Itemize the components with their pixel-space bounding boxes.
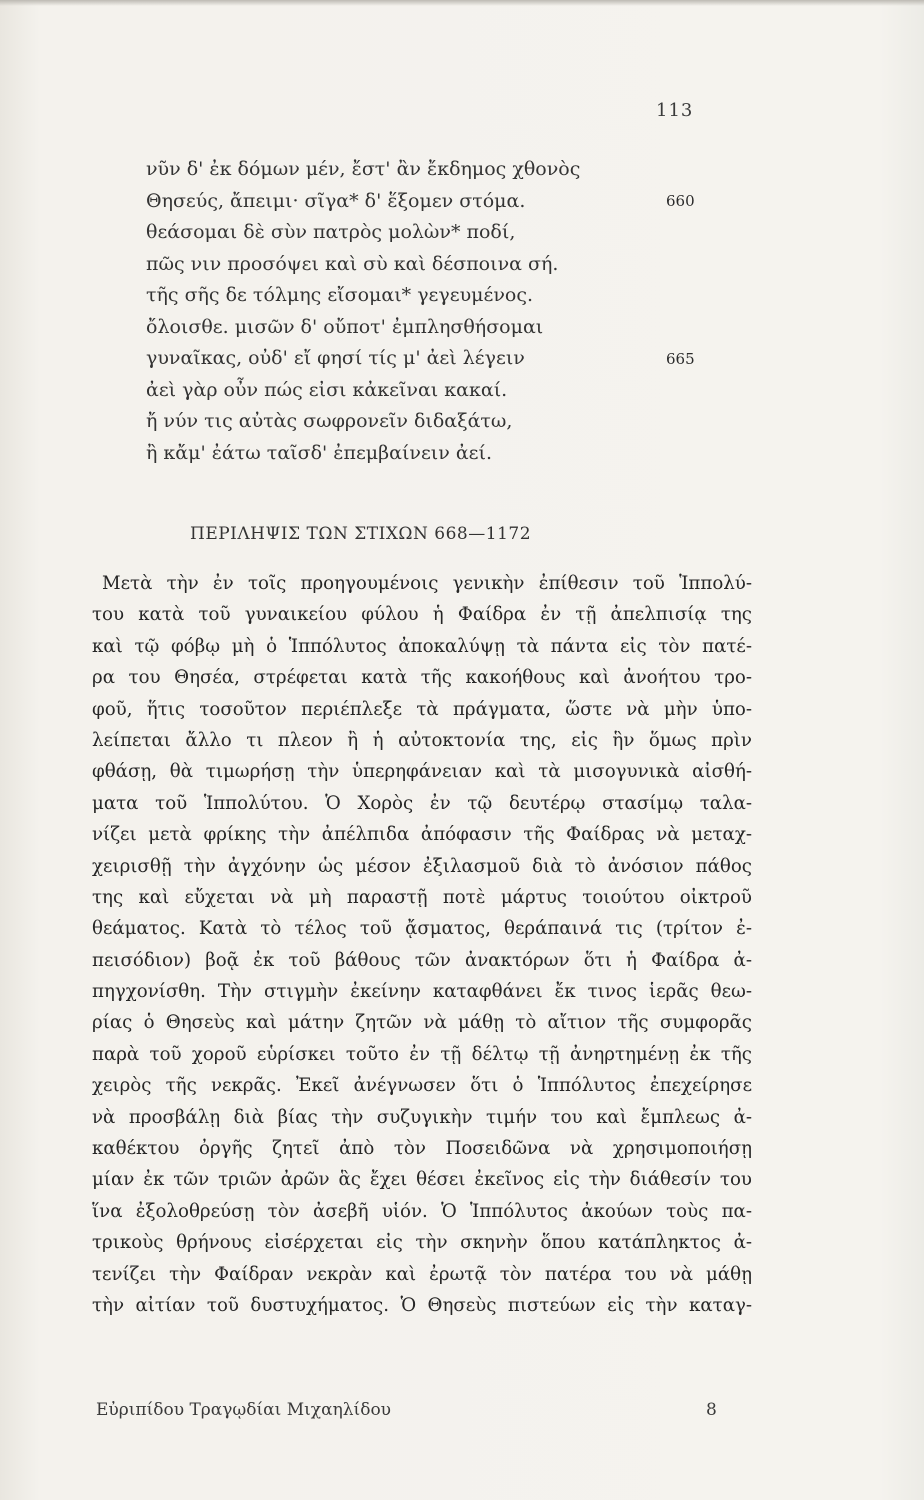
prose-line: Μετὰ τὴν ἐν τοῖς προηγουμένοις γενικὴν ἐπίθεσιν τοῦ Ἱππολύ- [102,573,752,594]
verse-line: νῦν δ' ἐκ δόμων μέν, ἔστ' ἂν ἔκδημος χθονὸς [146,158,581,180]
verse-line: τῆς σῆς δε τόλμης εἴσομαι* γεγευμένος. [146,284,534,306]
prose-line: πεισόδιον) βοᾷ ἐκ τοῦ βάθους τῶν ἀνακτόρων ὅτι ἡ Φαίδρα ἀ- [92,949,752,971]
prose-line: νίζει μετὰ φρίκης τὴν ἀπέλπιδα ἀπόφασιν τῆς Φαίδρας νὰ μεταχ- [92,824,752,846]
prose-line: καθέκτου ὀργῆς ζητεῖ ἀπὸ τὸν Ποσειδῶνα νὰ χρησιμοποιήσῃ [92,1138,752,1160]
prose-line: της καὶ εὔχεται νὰ μὴ παραστῇ ποτὲ μάρτυς τοιούτου οἰκτροῦ [92,886,752,908]
verse-line: πῶς νιν προσόψει καὶ σὺ καὶ δέσποινα σή. [146,252,559,275]
summary-paragraph [92,568,752,1321]
prose-line: καὶ τῷ φόβῳ μὴ ὁ Ἱππόλυτος ἀποκαλύψῃ τὰ πάντα εἰς τὸν πατέ- [92,635,752,657]
line-number-665: 665 [666,350,695,368]
prose-line: λείπεται ἄλλο τι πλεον ἢ ἡ αὐτοκτονία της, εἰς ἣν ὅμως πρὶν [92,729,752,751]
prose-line: τρικοὺς θρήνους εἰσέρχεται εἰς τὴν σκηνὴν ὅπου κατάπληκτος ἀ- [92,1232,752,1254]
verse-line: ἤ νύν τις αὐτὰς σωφρονεῖν διδαξάτω, [146,410,513,432]
prose-line: πηγχονίσθη. Τὴν στιγμὴν ἐκείνην καταφθάνει ἔκ τινος ἱερᾶς θεω- [92,981,752,1003]
verse-line: ὄλοισθε. μισῶν δ' οὔποτ' ἐμπλησθήσομαι [146,315,544,338]
line-number-660: 660 [666,192,695,210]
verse-line: ἢ κἄμ' ἐάτω ταῖσδ' ἐπεμβαίνειν ἀεί. [146,441,493,464]
footer-signature-mark: 8 [706,1400,717,1420]
verse-line: ἀεὶ γὰρ οὖν πώς εἰσι κἀκεῖναι κακαί. [146,378,508,401]
prose-line: φοῦ, ἥτις τοσοῦτον περιέπλεξε τὰ πράγματα, ὥστε νὰ μὴν ὑπο- [92,698,752,720]
prose-line: νὰ προσβάλῃ διὰ βίας τὴν συζυγικὴν τιμήν του καὶ ἔμπλεως ἀ- [92,1106,752,1128]
prose-line: ρα του Θησέα, στρέφεται κατὰ τῆς κακοήθους καὶ ἀνοήτου τρο- [92,667,752,689]
prose-line: τενίζει τὴν Φαίδραν νεκρὰν καὶ ἐρωτᾷ τὸν πατέρα του νὰ μάθῃ [92,1263,752,1285]
prose-line: ματα τοῦ Ἱππολύτου. Ὁ Χορὸς ἐν τῷ δευτέρῳ στασίμῳ ταλα- [92,792,752,814]
prose-line: χειρὸς τῆς νεκρᾶς. Ἐκεῖ ἀνέγνωσεν ὅτι ὁ Ἱππόλυτος ἐπεχείρησε [92,1075,752,1097]
prose-line: χειρισθῇ τὴν ἀγχόνην ὡς μέσον ἐξιλασμοῦ διὰ τὸ ἀνόσιον πάθος [92,855,752,877]
footer-book-title: Εὐριπίδου Τραγῳδίαι Μιχαηλίδου [96,1400,392,1420]
prose-line: ἵνα ἐξολοθρεύσῃ τὸν ἀσεβῆ υἱόν. Ὁ Ἱππόλυτος ἀκούων τοὺς πα- [92,1200,752,1222]
scan-edge-shadow [0,0,924,6]
verse-line: Θησεύς, ἄπειμι· σῖγα* δ' ἕξομεν στόμα. [146,189,526,212]
prose-line: ρίας ὁ Θησεὺς καὶ μάτην ζητῶν νὰ μάθῃ τὸ αἴτιον τῆς συμφορᾶς [92,1012,752,1034]
prose-line: φθάσῃ, θὰ τιμωρήσῃ τὴν ὑπερηφάνειαν καὶ τὰ μισογυνικὰ αἰσθή- [92,761,752,783]
prose-line: παρὰ τοῦ χοροῦ εὑρίσκει τοῦτο ἐν τῇ δέλτῳ τῇ ἀνηρτημένῃ ἐκ τῆς [92,1043,752,1065]
verse-line: θεάσομαι δὲ σὺν πατρὸς μολὼν* ποδί, [146,221,516,243]
verse-block [146,154,706,469]
prose-line: τὴν αἰτίαν τοῦ δυστυχήματος. Ὁ Θησεὺς πιστεύων εἰς τὴν καταγ- [92,1294,752,1316]
prose-line: του κατὰ τοῦ γυναικείου φύλου ἡ Φαίδρα ἐν τῇ ἀπελπισίᾳ της [92,604,752,626]
page-number: 113 [656,100,694,121]
prose-line: θεάματος. Κατὰ τὸ τέλος τοῦ ᾄσματος, θεράπαινά τις (τρίτον ἐ- [92,918,752,940]
section-heading: ΠΕΡΙΛΗΨΙΣ ΤΩΝ ΣΤΙΧΩΝ 668—1172 [190,524,532,544]
prose-line: μίαν ἐκ τῶν τριῶν ἀρῶν ἃς ἔχει θέσει ἐκεῖνος εἰς τὴν διάθεσίν του [92,1169,752,1191]
verse-line: γυναῖκας, οὐδ' εἴ φησί τίς μ' ἀεὶ λέγειν [146,347,525,369]
